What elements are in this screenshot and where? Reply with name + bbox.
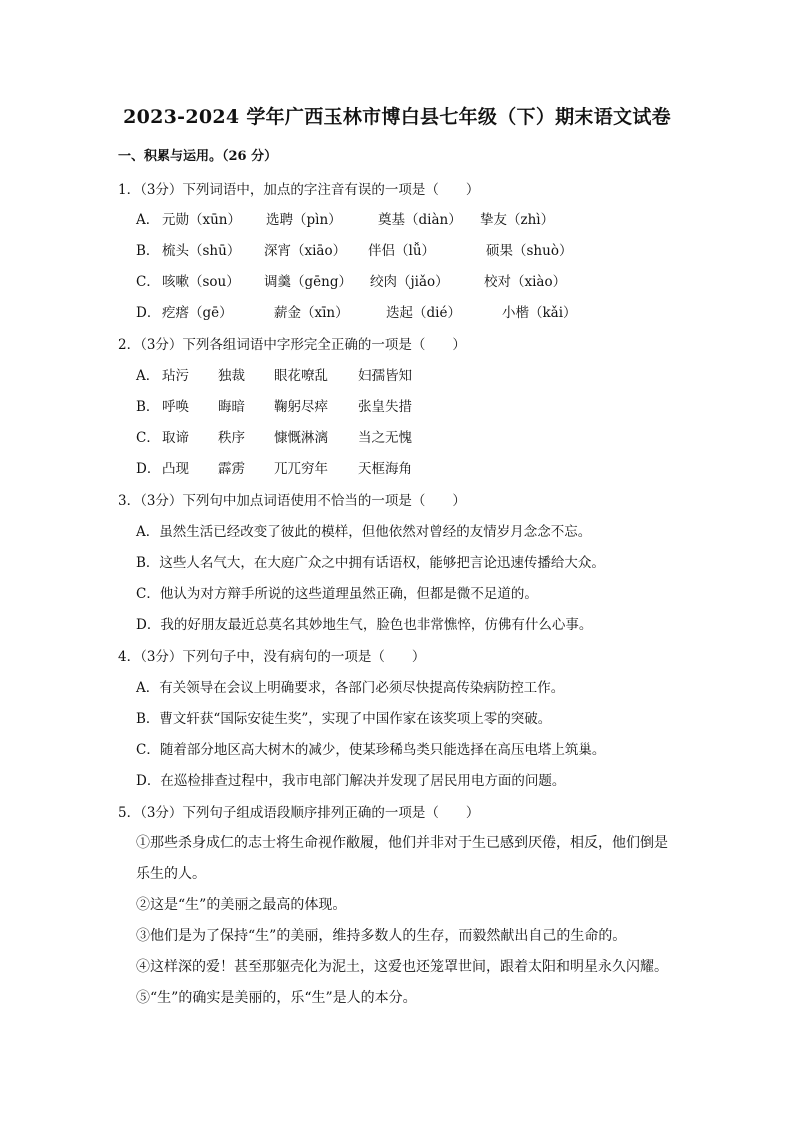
option-word: 妇孺皆知 (358, 368, 412, 384)
option-word: 兀兀穷年 (274, 461, 328, 477)
sentence-1: ①那些杀身成仁的志士将生命视作敝履，他们并非对于生已感到厌倦，相反，他们倒是 (136, 835, 668, 851)
option-b: B．曹文轩获“国际安徒生奖”，实现了中国作家在该奖项上零的突破。 (136, 711, 552, 727)
option-word: 挚友（zhì） (480, 212, 555, 228)
option-word: 晦暗 (218, 399, 245, 415)
question-2-stem: 2．（3分）下列各组词语中字形完全正确的一项是（ ） (118, 337, 466, 353)
option-word: 天框海角 (358, 461, 412, 477)
option-word: 奠基（diàn） (378, 212, 462, 228)
option-word: 梳头（shū） (162, 243, 241, 259)
option-a: A．虽然生活已经改变了彼此的模样，但他依然对曾经的友情岁月念念不忘。 (136, 524, 592, 540)
sentence-1-cont: 乐生的人。 (136, 866, 206, 882)
option-word: 校对（xiào） (484, 274, 567, 290)
option-word: 取谛 (162, 430, 189, 446)
option-word: 迭起（dié） (386, 305, 461, 321)
option-word: 元勋（xūn） (162, 212, 242, 228)
option-word: 调羹（gēng） (264, 274, 352, 290)
option-word: 眼花嘹乱 (274, 368, 328, 384)
option-word: 张皇失措 (358, 399, 412, 415)
option-b: B．这些人名气大，在大庭广众之中拥有话语权，能够把言论迅速传播给大众。 (136, 555, 605, 571)
option-d: D．我的好朋友最近总莫名其妙地生气，脸色也非常憔悴，仿佛有什么心事。 (136, 617, 593, 633)
option-lead: C． (136, 430, 160, 446)
sentence-2: ②这是“生”的美丽之最高的体现。 (136, 897, 347, 913)
question-4-stem: 4．（3分）下列句子中，没有病句的一项是（ ） (118, 649, 426, 665)
option-word: 慷慨淋漓 (274, 430, 328, 446)
option-word: 咳嗽（sou） (162, 274, 240, 290)
option-a: A．有关领导在会议上明确要求，各部门必须尽快提高传染病防控工作。 (136, 680, 565, 696)
option-word: 秩序 (218, 430, 245, 446)
option-word: 玷污 (162, 368, 189, 384)
option-lead: A． (136, 368, 160, 384)
option-lead: D． (136, 461, 161, 477)
option-word: 薪金（xīn） (274, 305, 349, 321)
option-word: 凸现 (162, 461, 189, 477)
option-word: 小楷（kǎi） (502, 305, 577, 321)
option-lead: A． (136, 212, 160, 228)
option-word: 鞠躬尽瘁 (274, 399, 328, 415)
option-word: 当之无愧 (358, 430, 412, 446)
sentence-5: ⑤“生”的确实是美丽的，乐“生”是人的本分。 (136, 990, 417, 1006)
exam-title: 2023-2024 学年广西玉林市博白县七年级（下）期末语文试卷 (123, 106, 671, 128)
option-d: D．在巡检排查过程中，我市电部门解决并发现了居民用电方面的问题。 (136, 773, 566, 789)
question-5-stem: 5．（3分）下列句子组成语段顺序排列正确的一项是（ ） (118, 805, 480, 821)
option-lead: B． (136, 243, 160, 259)
sentence-4: ④这样深的爱！甚至那躯壳化为泥土，这爱也还笼罩世间，跟着太阳和明星永久闪耀。 (136, 959, 668, 975)
sentence-3: ③他们是为了保持“生”的美丽，维持多数人的生存，而毅然献出自己的生命的。 (136, 928, 627, 944)
question-1-stem: 1．（3分）下列词语中，加点的字注音有误的一项是（ ） (118, 182, 480, 198)
option-lead: D． (136, 305, 161, 321)
option-lead: C． (136, 274, 160, 290)
section-heading: 一、积累与运用。（26 分） (118, 149, 278, 164)
question-3-stem: 3．（3分）下列句中加点词语使用不恰当的一项是（ ） (118, 493, 466, 509)
option-word: 霹雳 (218, 461, 245, 477)
option-c: C．随着部分地区高大树木的减少，使某珍稀鸟类只能选择在高压电塔上筑巢。 (136, 742, 606, 758)
option-word: 选聘（pìn） (266, 212, 342, 228)
option-word: 疙瘩（gē） (162, 305, 233, 321)
option-lead: B． (136, 399, 160, 415)
option-c: C．他认为对方辩手所说的这些道理虽然正确，但都是微不足道的。 (136, 586, 538, 602)
option-word: 硕果（shuò） (486, 243, 573, 259)
option-word: 深宵（xiāo） (264, 243, 347, 259)
option-word: 独裁 (218, 368, 245, 384)
option-word: 呼唤 (162, 399, 189, 415)
option-word: 伴侣（lǚ） (368, 243, 436, 259)
option-word: 绞肉（jiǎo） (370, 274, 449, 290)
